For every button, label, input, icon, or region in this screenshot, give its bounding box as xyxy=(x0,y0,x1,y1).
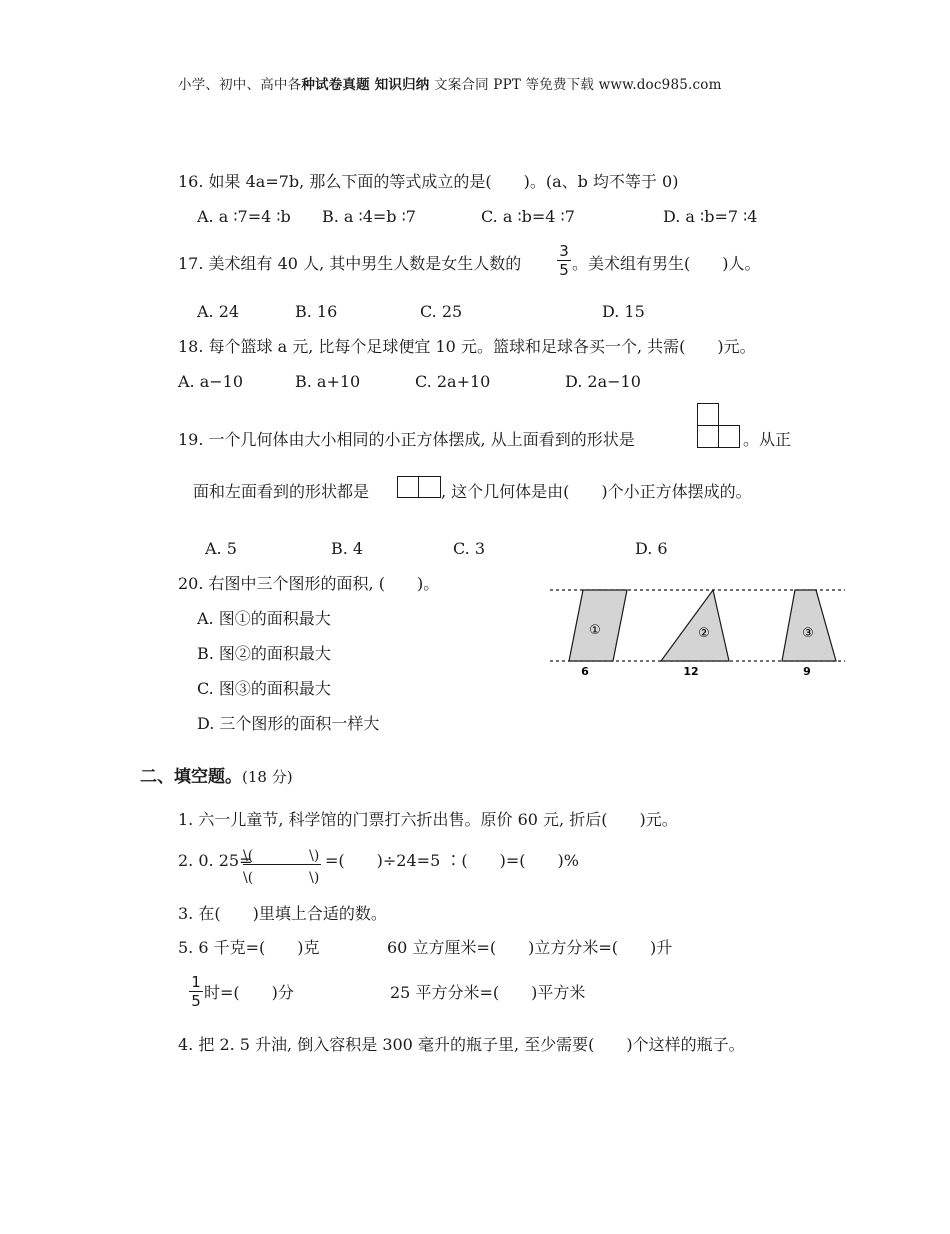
q17-option-d: D. 15 xyxy=(602,302,645,321)
q19-line1-start: 19. 一个几何体由大小相同的小正方体摆成, 从上面看到的形状是 xyxy=(178,430,635,449)
q17-option-b: B. 16 xyxy=(295,302,338,321)
q18-option-a: A. a−10 xyxy=(178,372,244,391)
q20-option-c: C. 图③的面积最大 xyxy=(197,679,331,698)
q20-option-b: B. 图②的面积最大 xyxy=(197,644,331,663)
base-label-1: 6 xyxy=(581,665,589,678)
q18-option-c: C. 2a+10 xyxy=(415,372,491,391)
q20-stem: 20. 右图中三个图形的面积, ( )。 xyxy=(178,574,440,593)
top-view-square xyxy=(697,403,719,426)
header-text-4: 文案合同 PPT 等免费下载 xyxy=(429,77,599,93)
fill-q3: 3. 在( )里填上合适的数。 xyxy=(178,904,387,923)
q16-option-c: C. a ∶b=4 ∶7 xyxy=(481,207,575,226)
q17-fraction-denominator: 5 xyxy=(557,260,571,279)
fill-q3-time: 时=( )分 xyxy=(204,983,294,1002)
q19-line2-end: , 这个几何体是由( )个小正方体摆成的。 xyxy=(441,482,752,501)
q16-stem: 16. 如果 4a=7b, 那么下面的等式成立的是( )。(a、b 均不等于 0) xyxy=(178,172,679,191)
q17-option-a: A. 24 xyxy=(197,302,240,321)
front-view-square xyxy=(397,476,419,498)
shape-label-2: ② xyxy=(698,626,710,641)
fill-q3-mass: 5. 6 千克=( )克 xyxy=(178,938,320,957)
header-text-1: 小学、初中、高中各 xyxy=(178,77,302,93)
page-header xyxy=(178,73,722,93)
fill-q3-fraction xyxy=(189,973,203,1010)
fill-q3-fraction-numerator: 1 xyxy=(191,973,201,991)
fill-q2-start: 2. 0. 25= xyxy=(178,851,253,870)
section-heading xyxy=(140,762,293,787)
fill-q2-denominator: \( \) xyxy=(243,870,320,886)
q18-stem: 18. 每个篮球 a 元, 比每个足球便宜 10 元。篮球和足球各买一个, 共需( )元。 xyxy=(178,337,756,356)
q17-stem-start: 17. 美术组有 40 人, 其中男生人数是女生人数的 xyxy=(178,254,522,273)
section-points: (18 分) xyxy=(242,768,293,786)
section-title: 二、填空题。 xyxy=(140,767,242,787)
q20-option-a: A. 图①的面积最大 xyxy=(197,609,331,628)
q16-option-b: B. a ∶4=b ∶7 xyxy=(322,207,416,226)
q20-option-d: D. 三个图形的面积一样大 xyxy=(197,714,380,733)
fill-q3-fraction-denominator: 5 xyxy=(189,991,203,1010)
top-view-square xyxy=(697,425,719,448)
header-text-3: 知识归纳 xyxy=(369,77,430,93)
fill-q2-end: =( )÷24=5 ∶( )=( )% xyxy=(325,851,579,870)
q19-option-b: B. 4 xyxy=(331,539,364,558)
q19-option-d: D. 6 xyxy=(635,539,668,558)
fill-q2-fraction xyxy=(243,845,323,887)
fill-q2-numerator: \( \) xyxy=(243,848,320,864)
q18-option-b: B. a+10 xyxy=(295,372,361,391)
q18-option-d: D. 2a−10 xyxy=(565,372,641,391)
triangle-shape xyxy=(661,590,729,661)
shape-label-1: ① xyxy=(589,623,601,638)
front-view-square xyxy=(418,476,441,498)
q17-fraction xyxy=(557,242,571,279)
base-label-3: 9 xyxy=(803,665,811,678)
header-url[interactable]: www.doc985.com xyxy=(598,77,722,93)
q20-figure xyxy=(545,582,850,678)
fraction-bar xyxy=(243,864,321,865)
base-label-2: 12 xyxy=(683,665,699,678)
q19-line2-start: 面和左面看到的形状都是 xyxy=(193,482,370,501)
q16-option-d: D. a ∶b=7 ∶4 xyxy=(663,207,758,226)
q19-line1-end: 。从正 xyxy=(743,430,792,449)
q17-fraction-numerator: 3 xyxy=(559,242,569,260)
q17-stem-end: 。美术组有男生( )人。 xyxy=(572,254,761,273)
shape-label-3: ③ xyxy=(802,626,814,641)
fill-q3-area: 25 平方分米=( )平方米 xyxy=(390,983,586,1002)
top-view-square xyxy=(718,425,740,448)
q19-option-c: C. 3 xyxy=(453,539,486,558)
fill-q1: 1. 六一儿童节, 科学馆的门票打六折出售。原价 60 元, 折后( )元。 xyxy=(178,810,678,829)
header-text-2: 种试卷真题 xyxy=(301,77,370,93)
q17-option-c: C. 25 xyxy=(420,302,463,321)
q16-option-a: A. a ∶7=4 ∶b xyxy=(197,207,291,226)
fill-q4: 4. 把 2. 5 升油, 倒入容积是 300 毫升的瓶子里, 至少需要( )个这样的瓶子。 xyxy=(178,1035,745,1054)
fill-q3-volume: 60 立方厘米=( )立方分米=( )升 xyxy=(387,938,673,957)
q19-option-a: A. 5 xyxy=(205,539,237,558)
